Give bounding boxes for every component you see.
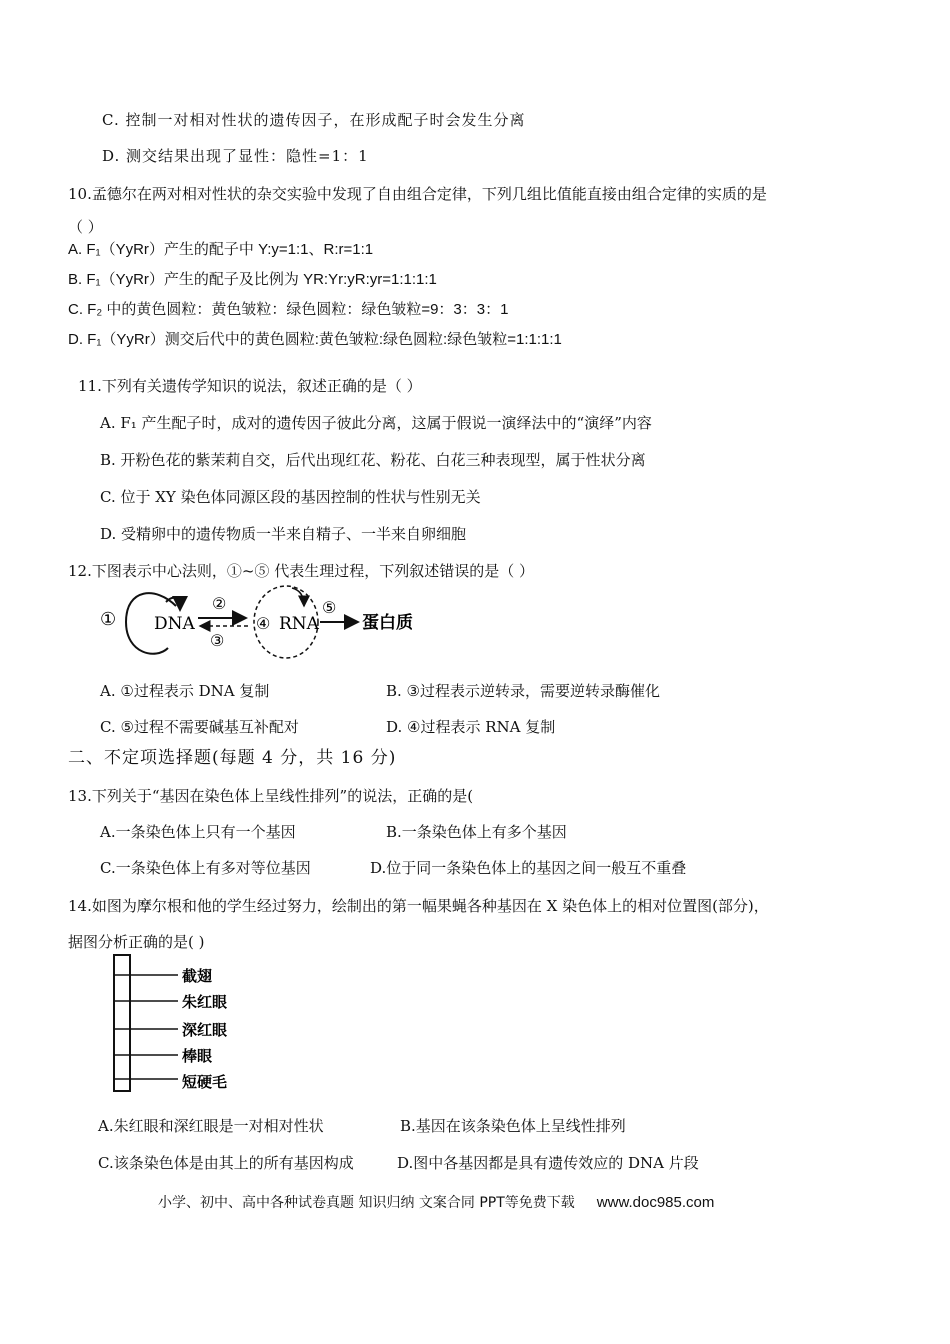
- q11-option-d: D. 受精卵中的遗传物质一半来自精子、一半来自卵细胞: [100, 525, 467, 543]
- label-process-1: ①: [100, 609, 117, 630]
- q10-option-d: D. F₁（YyRr）测交后代中的黄色圆粒:黄色皱粒:绿色圆粒:绿色皱粒=1:1:1:1: [68, 331, 562, 348]
- q14-stem-continued: 据图分析正确的是( ): [68, 933, 205, 951]
- gene-label-1: 截翅: [182, 967, 213, 985]
- q13-option-a: A.一条染色体上只有一个基因: [100, 823, 296, 841]
- gene-label-2: 朱红眼: [182, 993, 228, 1011]
- q14-option-b: B.基因在该条染色体上呈线性排列: [400, 1117, 626, 1135]
- q10-answer-paren: （ ）: [68, 218, 103, 236]
- gene-label-4: 棒眼: [182, 1047, 213, 1065]
- q13-stem: 13.下列关于“基因在染色体上呈线性排列”的说法，正确的是(: [68, 787, 474, 805]
- q12-option-d: D. ④过程表示 RNA 复制: [386, 718, 556, 736]
- q13-option-b: B.一条染色体上有多个基因: [386, 823, 567, 841]
- q12-stem: 12.下图表示中心法则，①~⑤ 代表生理过程，下列叙述错误的是（ ）: [68, 562, 534, 580]
- q9-option-c: C. 控制一对相对性状的遗传因子，在形成配子时会发生分离: [102, 111, 526, 129]
- q14-option-c: C.该条染色体是由其上的所有基因构成: [98, 1154, 354, 1172]
- q9-option-d: D. 测交结果出现了显性：隐性=1：1: [102, 147, 369, 165]
- q13-option-d: D.位于同一条染色体上的基因之间一般互不重叠: [370, 859, 687, 877]
- section-2-heading: 二、不定项选择题(每题 4 分，共 16 分): [68, 748, 397, 768]
- q12-option-c: C. ⑤过程不需要碱基互补配对: [100, 718, 299, 736]
- x-chromosome-gene-map: [112, 953, 252, 1095]
- label-rna: RNA: [279, 614, 319, 634]
- q10-option-b: B. F₁（YyRr）产生的配子及比例为 YR:Yr:yR:yr=1:1:1:1: [68, 271, 437, 288]
- label-process-2: ②: [212, 594, 227, 613]
- q11-option-a: A. F₁ 产生配子时，成对的遗传因子彼此分离，这属于假说一演绎法中的“演绎”内容: [100, 414, 652, 432]
- q10-stem: 10.孟德尔在两对相对性状的杂交实验中发现了自由组合定律，下列几组比值能直接由组合定律的实质的是: [68, 185, 767, 203]
- central-dogma-diagram: [96, 580, 426, 662]
- label-dna: DNA: [154, 614, 195, 634]
- footer-text: 小学、初中、高中各种试卷真题 知识归纳 文案合同 PPT等免费下载: [158, 1195, 575, 1211]
- q14-option-d: D.图中各基因都是具有遗传效应的 DNA 片段: [397, 1154, 699, 1172]
- gene-label-3: 深红眼: [182, 1021, 228, 1039]
- label-process-5: ⑤: [322, 598, 337, 617]
- gene-label-5: 短硬毛: [182, 1073, 228, 1091]
- q11-stem: 11.下列有关遗传学知识的说法，叙述正确的是（ ）: [78, 377, 422, 395]
- q10-option-c: C. F₂ 中的黄色圆粒：黄色皱粒：绿色圆粒：绿色皱粒=9：3：3：1: [68, 301, 509, 318]
- q12-option-a: A. ①过程表示 DNA 复制: [100, 682, 270, 700]
- q11-option-c: C. 位于 XY 染色体同源区段的基因控制的性状与性别无关: [100, 488, 481, 506]
- label-protein: 蛋白质: [362, 613, 413, 633]
- footer-url-link[interactable]: www.doc985.com: [596, 1194, 715, 1211]
- label-process-4: ④: [256, 614, 271, 633]
- q11-option-b: B. 开粉色花的紫茉莉自交，后代出现红花、粉花、白花三种表现型，属于性状分离: [100, 451, 646, 469]
- page-footer: [158, 1192, 714, 1212]
- q14-option-a: A.朱红眼和深红眼是一对相对性状: [98, 1117, 324, 1135]
- label-process-3: ③: [210, 631, 225, 650]
- q13-option-c: C.一条染色体上有多对等位基因: [100, 859, 311, 877]
- q12-option-b: B. ③过程表示逆转录，需要逆转录酶催化: [386, 682, 661, 700]
- q10-option-a: A. F₁（YyRr）产生的配子中 Y:y=1:1、R:r=1:1: [68, 241, 374, 258]
- q14-stem: 14.如图为摩尔根和他的学生经过努力，绘制出的第一幅果蝇各种基因在 X 染色体上的相对位置图(部分)，: [68, 897, 769, 915]
